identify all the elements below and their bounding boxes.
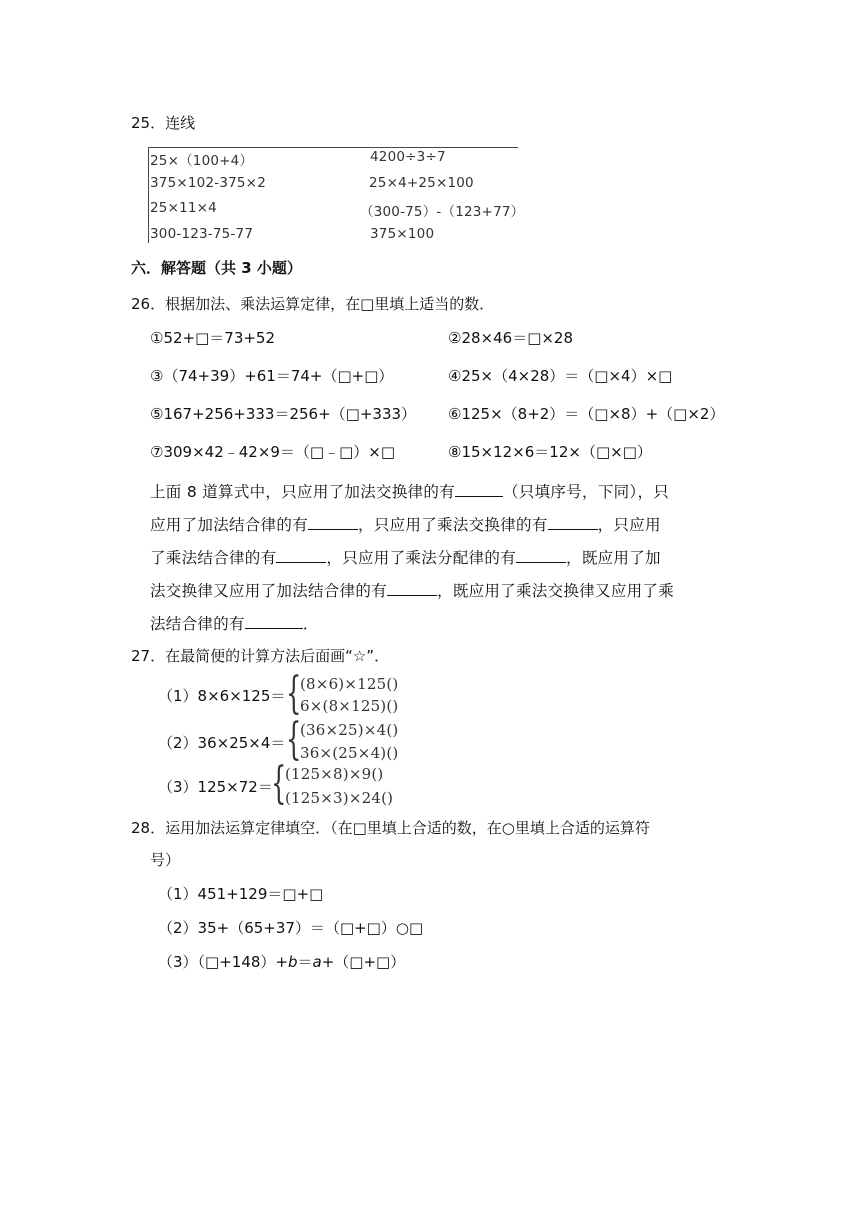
q26-para-line-4: 法交换律又应用了加法结合律的有 ，既应用了乘法交换律又应用了乘 — [150, 582, 675, 600]
q27-option[interactable]: (8×6)×125() — [300, 675, 399, 693]
q26-title: 26．根据加法、乘法运算定律，在□里填上适当的数． — [131, 295, 495, 313]
right-expr-4: 375×100 — [370, 226, 435, 242]
q26-item-6: ⑥125×（8+2）＝（□×8）+（□×2） — [448, 405, 725, 423]
answer-blank[interactable] — [245, 613, 303, 629]
left-expr-2: 375×102-375×2 — [150, 175, 266, 191]
variable-a: a — [312, 953, 322, 971]
q27-option[interactable]: 36×(25×4)() — [300, 744, 399, 762]
brace-icon: { — [286, 714, 302, 765]
right-expr-2: 25×4+25×100 — [369, 175, 474, 191]
q27-option[interactable]: (125×8)×9() — [285, 765, 384, 783]
answer-blank[interactable] — [548, 514, 598, 530]
answer-blank[interactable] — [516, 547, 566, 563]
q26-item-7: ⑦309×42﹣42×9＝（□﹣□）×□ — [150, 443, 396, 461]
table-left-border — [148, 147, 149, 243]
q26-para-line-5: 法结合律的有 ． — [150, 615, 319, 633]
brace-icon: { — [286, 668, 302, 719]
q25-title: 25．连线 — [131, 114, 196, 132]
q26-item-4: ④25×（4×28）＝（□×4）×□ — [448, 367, 673, 385]
q28-item-2: （2）35+（65+37）＝（□+□）○□ — [158, 919, 424, 937]
q26-para-line-1: 上面 8 道算式中，只应用了加法交换律的有 （只填序号，下同），只 — [150, 483, 670, 501]
table-top-border — [148, 147, 518, 148]
q26-item-8: ⑧15×12×6＝12×（□×□） — [448, 443, 652, 461]
section-heading: 六．解答题（共 3 小题） — [131, 259, 302, 277]
q26-item-1: ①52+□＝73+52 — [150, 329, 276, 347]
q26-item-3: ③（74+39）+61＝74+（□+□） — [150, 367, 394, 385]
q26-para-line-2: 应用了加法结合律的有 ，只应用了乘法交换律的有 ，只应用 — [150, 516, 661, 534]
answer-blank[interactable] — [455, 481, 503, 497]
q27-item-1-label: （1）8×6×125＝ — [158, 687, 286, 705]
answer-blank[interactable] — [308, 514, 358, 530]
left-expr-3: 25×11×4 — [150, 200, 217, 216]
q28-title: 28．运用加法运算定律填空．（在□里填上合适的数，在○里填上合适的运算符 — [131, 819, 650, 837]
left-expr-1: 25×（100+4） — [150, 153, 254, 169]
q27-title: 27．在最简便的计算方法后面画“☆”． — [131, 647, 390, 665]
brace-icon: { — [271, 758, 287, 809]
right-expr-1: 4200÷3÷7 — [370, 149, 446, 165]
q28-item-3: （3）（□+148）+b＝a+（□+□） — [158, 953, 406, 971]
q26-item-5: ⑤167+256+333＝256+（□+333） — [150, 405, 417, 423]
variable-b: b — [287, 953, 298, 971]
q27-item-3-label: （3）125×72＝ — [158, 778, 273, 796]
answer-blank[interactable] — [276, 547, 326, 563]
q27-option[interactable]: 6×(8×125)() — [300, 697, 399, 715]
right-expr-3: （300-75）-（123+77） — [360, 204, 525, 220]
q28-title-cont: 号） — [150, 851, 181, 869]
matching-table — [148, 147, 525, 243]
q27-option[interactable]: (125×3)×24() — [285, 789, 394, 807]
q26-para-line-3: 了乘法结合律的有 ，只应用了乘法分配律的有 ，既应用了加 — [150, 549, 661, 567]
q27-item-2-label: （2）36×25×4＝ — [158, 734, 286, 752]
q26-item-2: ②28×46＝□×28 — [448, 329, 574, 347]
q28-item-1: （1）451+129＝□+□ — [158, 885, 324, 903]
q27-option[interactable]: (36×25)×4() — [300, 721, 399, 739]
left-expr-4: 300-123-75-77 — [150, 226, 254, 242]
answer-blank[interactable] — [387, 580, 437, 596]
